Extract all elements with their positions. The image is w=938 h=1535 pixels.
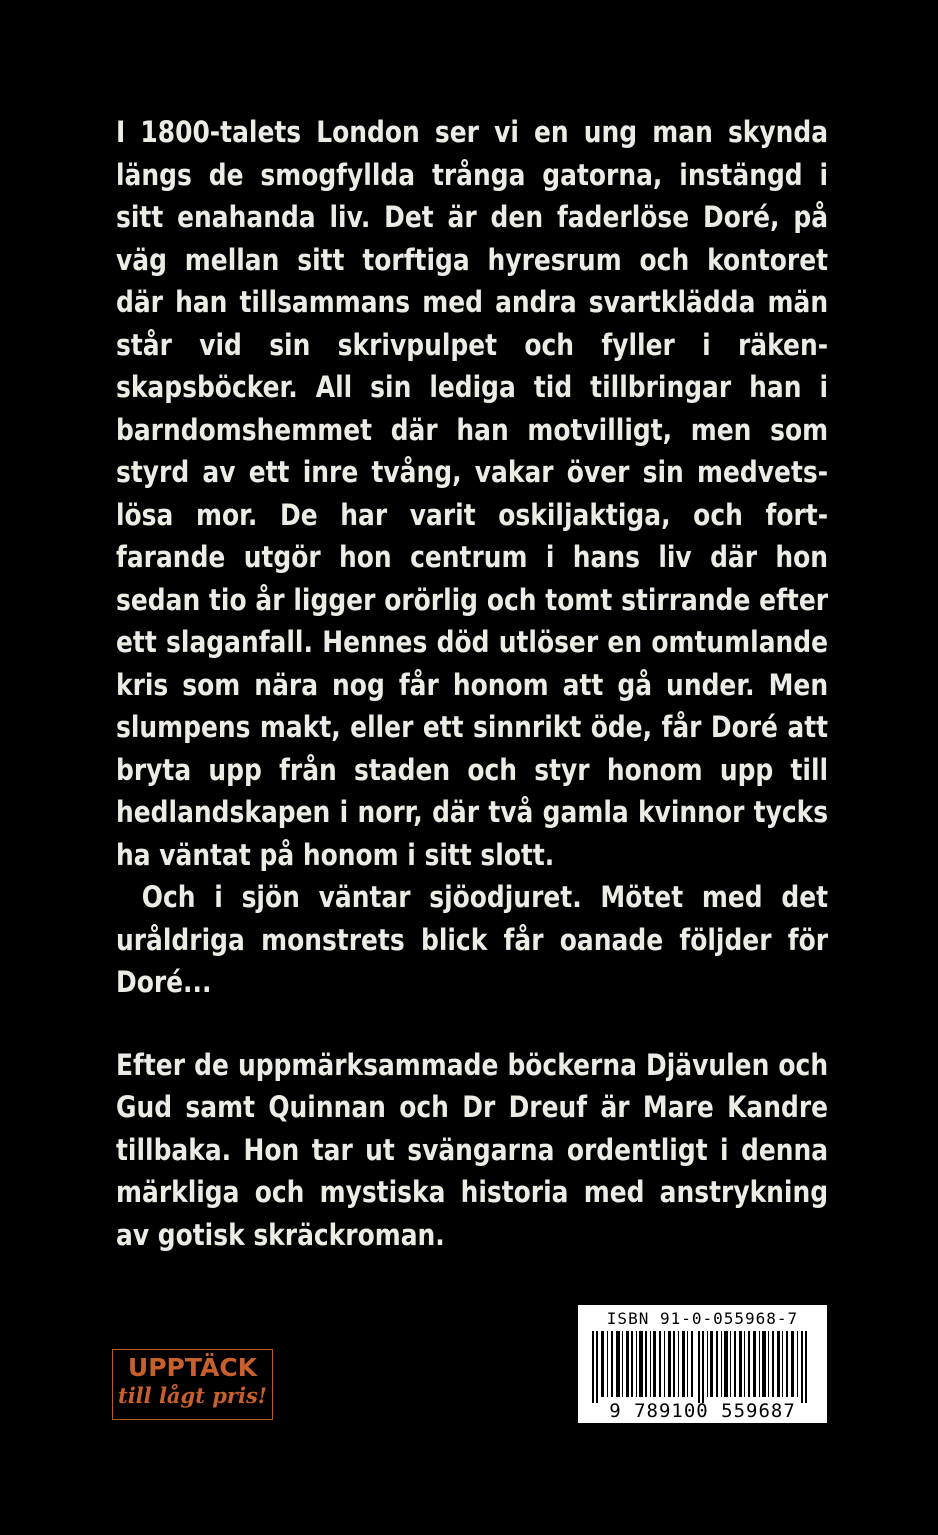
blurb-paragraph-author: Efter de uppmärksammade böckerna Djävulen och Gud samt Quinnan och Dr Dreuf är Mare Kandre tillbaka. Hon tar ut svängarna ordentligt i denna märkliga och mystiska historia med anstrykning av gotisk skräckroman. — [116, 1047, 829, 1252]
isbn-barcode — [578, 1305, 827, 1423]
promo-title: UPPTÄCK — [127, 1353, 258, 1382]
promo-badge — [112, 1349, 273, 1420]
barcode-icon — [586, 1331, 819, 1403]
blurb-paragraph-story: I 1800-talets London ser vi en ung man skynda längs de smogfyllda trånga gatorna, instängd i sitt enahanda liv. Det är den faderlöse Doré, på väg mellan sitt torftiga hyresrum och kontoret där han tillsammans med andra svartklädda män står vid sin skrivpulpet och fyller i räkenskapsböcker. All sin lediga tid tillbringar han i barndomshemmet där han motvilligt, men som styrd av ett inre tvång, vakar över sin medvetslösa mor. De har varit oskiljaktiga, och fortfarande utgör hon centrum i hans liv där hon sedan tio år ligger orörlig och tomt stirrande efter ett slaganfall. Hennes död utlöser en omtumlande kris som nära nog får honom att gå under. Men slumpens makt, eller ett sinnrikt öde, får Doré att bryta upp från staden och styr honom upp till hedlandskapen i norr, där två gamla kvinnor tycks ha väntat på honom i sitt slott. — [116, 115, 829, 872]
ean-digits: 9 789100 559687 — [609, 1400, 796, 1422]
blurb-paragraph-monster: Och i sjön väntar sjöodjuret. Mötet med det uråldriga monstrets blick får oanade följder för Doré... — [116, 880, 829, 999]
promo-subtitle: till lågt pris! — [118, 1383, 267, 1408]
isbn-label: ISBN 91-0-055968-7 — [606, 1309, 799, 1328]
back-cover-blurb — [116, 111, 829, 1256]
